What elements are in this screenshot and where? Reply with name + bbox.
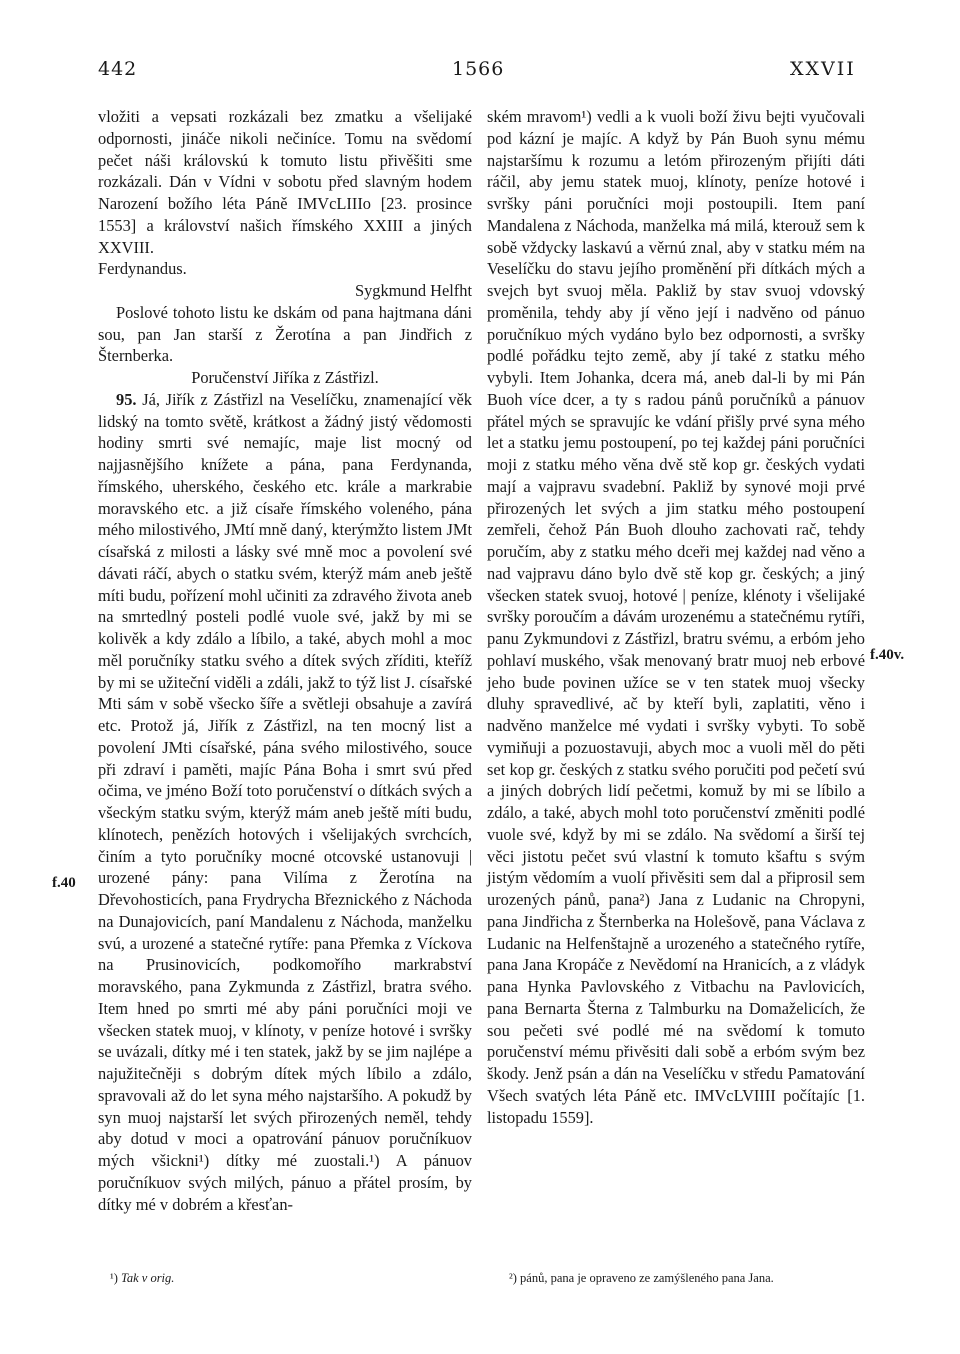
signature-secretary: Sygkmund Helfht [354, 281, 472, 300]
decree-ending: vložiti a vepsati rozkázali bez zmatku a všelijaké odpornosti, jináče nikoli nečiníce. Tomu na svědomí pečet náši královskú k tomuto listu přivěšiti sme rozkázali. Dán v Vídni v sobotu před slavným hodem Narození božího léta Páně IMVcLIIIo [23. prosince 1553] a království našich římského XXIII a jiných XXVIII. [98, 107, 472, 257]
signature-ferdinand: Ferdynandus. [98, 259, 187, 279]
footnote-mark: ²) [509, 1271, 517, 1285]
footnote-text: pánů, pana je opraveno ze zamýšleného pana Jana. [520, 1271, 774, 1285]
section-number: 95. [116, 389, 137, 409]
footnote-text: Tak v orig. [121, 1271, 175, 1285]
testament-body: Já, Jiřík z Zástřizl na Veselíčku, znamenající věk lidský na tomto světě, krátkost a žádný jistý vědomosti hodiny smrti své nemajíc, maje list mocný od najjasnějšího knížete a pána, pana Ferdynanda, římského, uherského, českého etc. krále a markrabie moravského etc. a již císaře římského voleného, pána mého milostivého, JMtí mně daný, kterýmžto listem JMt císařská z milosti a lásky své mně moc a povolení své dávati ráčí, abych o statku svém, kterýž mám aneb ještě míti budu, pořízení mohl učiniti za zdravého života aneb na smrtedlný posteli podlé vuole své, jakž by mi se kolivěk a kdy zdálo a líbilo, a také, abych mohl a moc měl poručníky statku svého a dítek svých zříditi, kteříž by mi se užiteční viděli a zdáli, jakž to týž list J. císařské Mti sám v sobě všecko šíře a světleji obsahuje a zavírá etc. Protož já, Jiřík z Zástřizl, na ten mocný list a povolení JMti císařské, pána svého milostivého, souce při zdraví i paměti, majíc Pána Boha i smrt svú před očima, ve jméno Boží toto poručenství o dítkách svých a všeckým statku svým, kterýž mám aneb ještě míti budu, klínotech, penězích hotových i všelijakých svrchcích, činím a tyto poručníky mocné otcovské ustanovuji | urozené pány: pana Vilíma z Žerotína na Dřevohosticích, pana Frydrycha Březnického z Náchoda na Dunajovicích, paní Mandalenu z Náchoda, manželku svú, a urozené a statečné rytíře: pana Přemka z Víckova na Prusinovicích, podkomořího markrabství moravského, pana Zykmunda z Zástřizl, bratra svého. Item hned po smrti mé aby páni poručníci moji ve všecken statek muoj, v klínoty, v peníze hotové i svršky se uvázali, dítky mé i ten statek, jakž by se jim najlépe a najužitečněji s dobrým dítek mých líbilo a zdálo, spravovali až do let syna mého najstaršího. A pokudž by syn muoj najstarší let svých přirozených neměl, tehdy aby dotud v moci a opatrování pánuov poručníkuov mých všickni¹) dítky mé zuostali.¹) A pánuov poručníkuov svých milých, pánuo a přátel prosím, by dítky mé v dobrém a křesťan- [98, 389, 472, 1214]
footnote-right [509, 1271, 774, 1286]
left-column [98, 106, 472, 1215]
footnote-mark: ¹) [110, 1271, 118, 1285]
messengers-note: Poslové tohoto listu ke dskám od pana hajtmana dáni sou, pan Jan starší z Žerotína a pan Jindřich z Šternberka. [98, 302, 472, 366]
volume-number: XXVII [790, 58, 856, 80]
footnote-left [110, 1271, 174, 1286]
folio-marker-right: f.40v. [870, 647, 905, 663]
year-heading: 1566 [452, 58, 505, 80]
page-header [0, 58, 960, 88]
folio-marker-left: f.40 [52, 875, 76, 891]
page-number: 442 [98, 58, 138, 80]
right-column [487, 106, 865, 1128]
testament-text [98, 389, 472, 1216]
document-title: Poručenství Jiříka z Zástřizl. [191, 368, 379, 387]
testament-continuation: ském mravom¹) vedli a k vuoli boží živu bejti vyučovali pod kázní je majíc. A když by Pán Buoh synu mému najstaršímu k rozumu a letóm přirozeným přijíti dáti ráčil, aby jemu statek muoj, klínoty, peníze hotové i svršky páni poručníci moji postoupili. Item paní Mandalena z Náchoda, manželka má milá, kterouž sem k sobě vždycky laskavú a věrnú znal, aby v statku mém na Veselíčku do stavu jejího proměnění při dítkách mých a svejch byt svuoj měla. Pakliž by stav svuoj vdovský proměnila, tehdy aby jí věno její i nadvěno od pánuo poručníkuo mých vydáno bylo bez odpornosti, a svršky podlé pořádku tejto země, aby jí také z statku mého vybyli. Item Johanka, dcera má, aneb dal-li by mi Pán Buoh více dcer, a ty s radou pánů poručníků a pánuov přátel mých se spravujíc ke vdání přišly prvé syna mého let a statku jemu postoupení, po tej každej páni poručníci moji z statku mého věna dvě stě kop gr. českých vydati mají a vajpravu svadební. Pakliž by synové moji prvé přirozených let svých a jim statku mého postoupení zemřeli, čehož Pán Buoh dlouho zachovati rač, tehdy poručím, aby z statku mého dceři mej každej nad věno a nad vajpravu dáno bylo dvě stě kop gr. českých; a jiný všecken statek svuoj, hotové | peníze, klénoty i všelijaké svršky poroučím a dávám urozenému a statečnému rytíři, panu Zykmundovi z Zástřizl, bratru svému, a erbóm jeho pohlaví muského, však menovaný bratr muoj neb erbové jeho bude povinen užíce se v ten statek muoj všecky dluhy spravedlivé, ač by kteří byli, zaplatiti, věno i nadvěno manželce mé vydati i svršky vybyti. To sobě vymiňuji a pozuostavuji, abych moc a vuoli měl do pěti set kop gr. českých z statku svého poručiti pod pečetí svú a jiných dobrých lidí pečetmi, komuž by mi se líbilo a zdálo, a také, abych mohl toto poručenství změniti podlé vuole své, když by mi se zdálo. Na svědomí a širší tej věci jistotu pečet svú vlastní k tomuto kšaftu s svým jistým vědomím a vuolí přivěsiti sem dal a připrosil sem urozených pánů, pana²) Jana z Ludanic na Chropyni, pana Jindřicha z Šternberka na Holešově, pana Václava z Ludanic na Helfenštajně a urozeného a statečného rytíře, pana Jana Kropáče z Nevědomí na Hranicích, a z vládyk pana Hynka Pavlovského z Vitbachu na Pavlovicích, pana Bernarta Šterna z Talmburku na Domaželicích, že sou pečeti své podlé mé na svědomí k tomuto poručenství mému přivěsiti dali sobě a erbóm svým bez škody. Jenž psán a dán na Veselíčku v středu Pamatování Všech svatých léta Páně etc. IMVcLVIIII počítajíc [1. listopadu 1559]. [487, 107, 865, 1127]
